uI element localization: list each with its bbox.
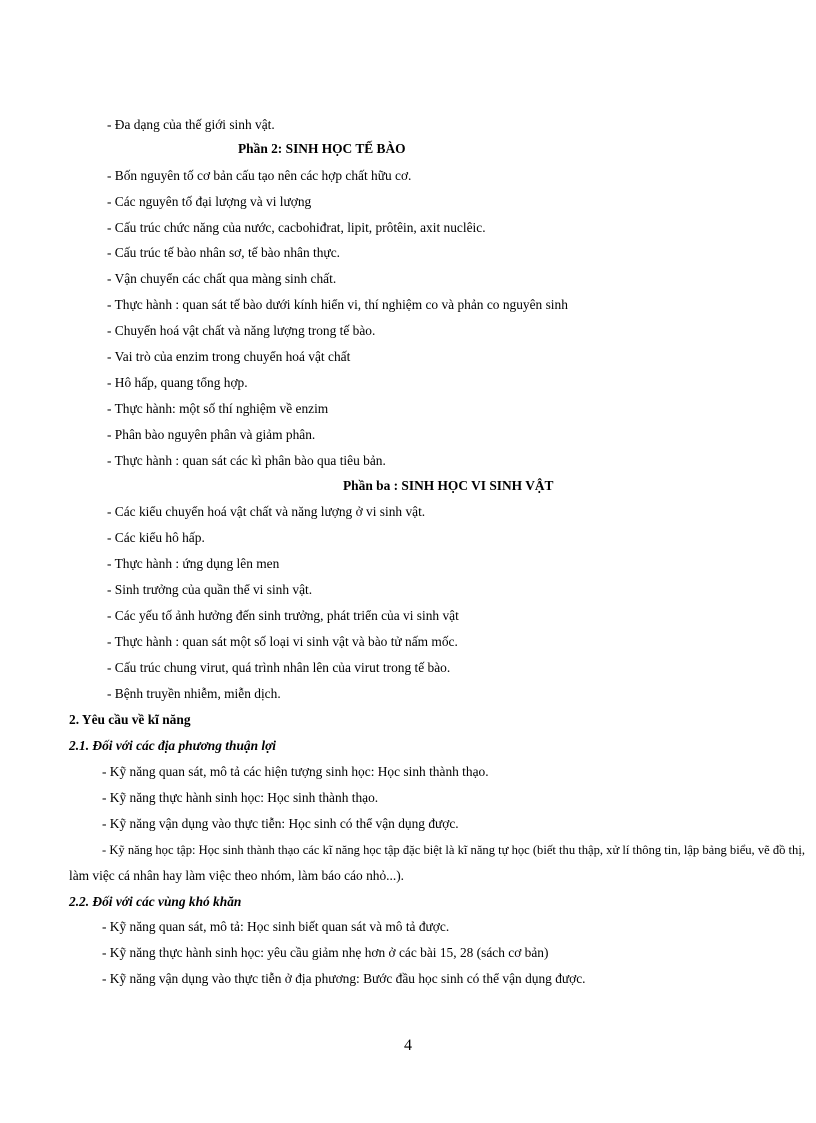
section-heading-part-3: Phần ba : SINH HỌC VI SINH VẬT	[343, 478, 554, 493]
list-item: - Kỹ năng thực hành sinh học: Học sinh thành thạo.	[102, 790, 379, 805]
list-item: - Thực hành : ứng dụng lên men	[107, 556, 280, 571]
list-item: - Thực hành : quan sát một số loại vi sinh vật và bào tử nấm mốc.	[107, 634, 458, 649]
list-item: - Cấu trúc chức năng của nước, cacbohiđrat, lipit, prôtêin, axit nuclêic.	[107, 220, 486, 235]
list-item: - Các nguyên tố đại lượng và vi lượng	[107, 194, 312, 209]
list-item: - Các kiểu chuyển hoá vật chất và năng lượng ở vi sinh vật.	[107, 504, 426, 519]
list-item: - Kỹ năng quan sát, mô tả các hiện tượng sinh học: Học sinh thành thạo.	[102, 764, 489, 779]
list-item: - Hô hấp, quang tổng hợp.	[107, 375, 248, 390]
list-item: - Thực hành : quan sát các kì phân bào qua tiêu bản.	[107, 453, 386, 468]
list-item: - Kỹ năng học tập: Học sinh thành thạo các kĩ năng học tập đặc biệt là kĩ năng tự học (biết thu thập, xử lí thông tin, lập bảng biểu, vẽ đồ thị,	[102, 843, 805, 857]
list-item: - Kỹ năng vận dụng vào thực tiễn ở địa phương: Bước đầu học sinh có thể vận dụng được.	[102, 971, 586, 986]
list-item: - Cấu trúc tế bào nhân sơ, tế bào nhân thực.	[107, 245, 340, 260]
list-item-continuation: làm việc cá nhân hay làm việc theo nhóm, làm báo cáo nhỏ...).	[69, 868, 405, 883]
list-item: - Sinh trưởng của quần thể vi sinh vật.	[107, 582, 313, 597]
list-item: - Chuyển hoá vật chất và năng lượng trong tế bào.	[107, 323, 376, 338]
list-item: - Vận chuyển các chất qua màng sinh chất.	[107, 271, 337, 286]
list-item: - Các kiểu hô hấp.	[107, 530, 205, 545]
list-item: - Bệnh truyền nhiễm, miễn dịch.	[107, 686, 281, 701]
list-item: - Kỹ năng quan sát, mô tả: Học sinh biết quan sát và mô tả được.	[102, 919, 450, 934]
list-item: - Thực hành: một số thí nghiệm về enzim	[107, 401, 329, 416]
section-heading-part-2: Phần 2: SINH HỌC TẾ BÀO	[238, 141, 406, 156]
list-item: - Cấu trúc chung virut, quá trình nhân lên của virut trong tế bào.	[107, 660, 451, 675]
subsection-heading-favorable: 2.1. Đối với các địa phương thuận lợi	[69, 738, 277, 753]
subsection-heading-difficult: 2.2. Đối với các vùng khó khăn	[69, 894, 242, 909]
list-item: - Kỹ năng thực hành sinh học: yêu cầu giảm nhẹ hơn ở các bài 15, 28 (sách cơ bản)	[102, 945, 549, 960]
page-number: 4	[404, 1037, 412, 1054]
list-item: - Vai trò của enzim trong chuyển hoá vật chất	[107, 349, 351, 364]
list-item: - Bốn nguyên tố cơ bản cấu tạo nên các hợp chất hữu cơ.	[107, 168, 412, 183]
list-item: - Kỹ năng vận dụng vào thực tiễn: Học sinh có thể vận dụng được.	[102, 816, 459, 831]
list-item-biodiversity: - Đa dạng của thế giới sinh vật.	[107, 117, 275, 132]
list-item: - Phân bào nguyên phân và giảm phân.	[107, 427, 316, 442]
list-item: - Các yếu tố ảnh hưởng đến sinh trưởng, phát triển của vi sinh vật	[107, 608, 459, 623]
section-heading-skills: 2. Yêu cầu về kĩ năng	[69, 712, 191, 727]
list-item: - Thực hành : quan sát tế bào dưới kính hiển vi, thí nghiệm co và phản co nguyên sinh	[107, 297, 568, 312]
